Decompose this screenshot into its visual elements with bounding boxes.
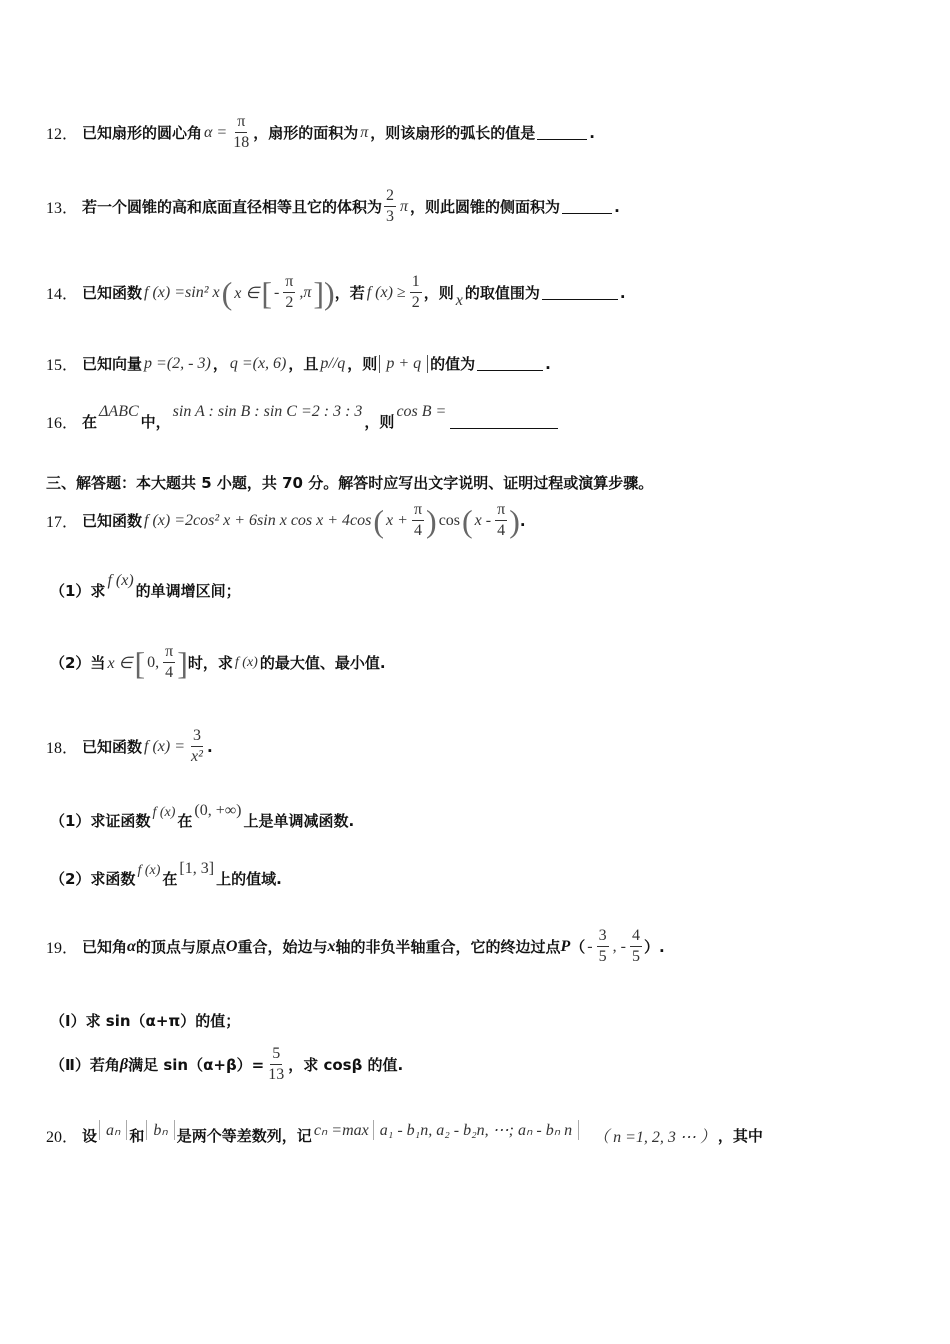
math-expr: π <box>400 197 409 215</box>
math-expr: bₙ <box>153 1121 168 1139</box>
numerator: π <box>495 500 507 521</box>
question-text: 轴的非负半轴重合，它的终边过点 <box>335 938 561 956</box>
abs-value <box>379 355 428 373</box>
question-text: ，其中 <box>717 1127 763 1145</box>
numerator: π <box>235 112 247 133</box>
numerator: 5 <box>270 1044 282 1065</box>
numerator: π <box>412 500 424 521</box>
math-expr: f (x) <box>234 654 258 670</box>
math-symbol: x <box>327 937 336 955</box>
question-text: ，则此圆锥的侧面积为 <box>410 198 561 216</box>
math-expr: p//q <box>320 354 346 372</box>
question-text: 已知向量 <box>82 355 143 373</box>
math-expr: ΔABC <box>99 402 139 420</box>
question-text: ，求 cosβ 的值. <box>288 1056 404 1074</box>
question-text: 的最大值、最小值. <box>259 654 386 672</box>
left-paren: ( <box>462 502 473 539</box>
numerator: 3 <box>191 726 203 747</box>
fraction <box>231 112 251 153</box>
section-heading <box>46 472 653 493</box>
question-number: 19． <box>46 940 79 957</box>
question-number: 18． <box>46 740 79 757</box>
question-text: ）. <box>643 938 665 956</box>
denominator: 2 <box>411 294 420 311</box>
numerator: π <box>163 642 175 663</box>
math-expr: f (x) <box>107 571 134 589</box>
part-label: （1）求证函数 <box>50 812 151 830</box>
denominator: x² <box>191 748 203 765</box>
part-label: （2）当 <box>50 654 106 672</box>
max-set <box>373 1120 579 1140</box>
math-expr: cₙ =max <box>313 1121 369 1139</box>
question-text: （ <box>570 938 586 956</box>
question-17 <box>46 500 526 541</box>
right-bracket: ] <box>177 644 188 681</box>
question-18 <box>46 726 213 767</box>
question-17-part-2 <box>50 642 386 683</box>
math-expr: f (x) <box>137 862 161 878</box>
question-text: 已知函数 <box>82 512 143 530</box>
question-text: 已知函数 <box>82 284 143 302</box>
question-text: 的顶点与原点 <box>135 938 226 956</box>
math-expr: f (x) =sin² x <box>144 283 220 301</box>
part-label: （2）求函数 <box>50 870 136 888</box>
math-expr: x - <box>474 511 492 529</box>
fraction <box>283 272 295 313</box>
question-number: 15． <box>46 357 79 374</box>
math-expr: 0, <box>147 653 160 671</box>
math-expr: f (x) = <box>144 737 186 755</box>
math-expr: （ n =1, 2, 3 ⋯ ） <box>593 1129 716 1146</box>
left-bracket: [ <box>261 274 272 311</box>
math-expr: f (x) ≥ <box>366 283 406 301</box>
denominator: 4 <box>413 522 422 539</box>
denominator: 4 <box>165 664 174 681</box>
right-paren: ) <box>509 502 520 539</box>
math-expr: x ∈ <box>234 284 260 302</box>
math-expr: x ∈ <box>107 654 133 672</box>
math-symbol: O <box>225 937 238 955</box>
question-text: ，则 <box>347 355 378 373</box>
numerator: π <box>283 272 295 293</box>
fraction <box>597 926 609 967</box>
sequence-a <box>99 1120 127 1140</box>
math-expr: x + <box>386 511 408 529</box>
question-text: 已知角 <box>82 938 128 956</box>
fraction <box>630 926 642 967</box>
question-text: 上是单调减函数. <box>243 812 355 830</box>
numerator: 1 <box>410 272 422 293</box>
question-text: 已知扇形的圆心角 <box>82 124 203 142</box>
right-brace: ) <box>324 274 335 311</box>
math-expr: , - <box>612 937 626 955</box>
right-bracket: ] <box>313 274 325 311</box>
question-19-part-2 <box>50 1044 403 1085</box>
question-text: ，扇形的面积为 <box>253 124 359 142</box>
section-title: 三、解答题：本大题共 5 小题，共 70 分。解答时应写出文字说明、证明过程或演算步骤。 <box>46 474 654 492</box>
question-20 <box>46 1121 763 1147</box>
question-number: 13． <box>46 200 79 217</box>
math-expr: p =(2, - 3) <box>144 354 211 372</box>
question-text: 中， <box>140 413 171 431</box>
question-text: 的取值围为 <box>464 284 540 302</box>
left-brace: ( <box>221 274 233 311</box>
part-label: （1）求 <box>50 582 106 600</box>
math-expr: cos <box>438 511 461 529</box>
question-text: ，且 <box>288 355 319 373</box>
fraction <box>163 642 175 683</box>
math-expr: [1, 3] <box>179 859 215 877</box>
question-text: . <box>619 283 626 302</box>
question-number: 14． <box>46 286 79 303</box>
question-text: 设 <box>82 1127 98 1145</box>
answer-blank[interactable] <box>450 414 558 429</box>
math-symbol: α <box>127 937 136 955</box>
numerator: 2 <box>384 186 396 207</box>
math-expr: α = <box>204 123 228 141</box>
question-18-part-2 <box>50 859 282 889</box>
question-text: ，则该扇形的弧长的值是 <box>370 124 536 142</box>
math-expr: f (x) =2cos² x + 6sin x cos x + 4cos <box>144 511 372 529</box>
numerator: 3 <box>597 926 609 947</box>
math-expr: aₙ <box>106 1121 121 1139</box>
fraction <box>189 726 205 767</box>
question-text: . <box>614 197 620 216</box>
math-expr: p + q <box>386 354 422 372</box>
question-17-part-1 <box>50 571 241 601</box>
fraction <box>384 186 396 227</box>
numerator: 4 <box>630 926 642 947</box>
denominator: 3 <box>386 208 395 225</box>
fraction <box>266 1044 286 1085</box>
question-text: 上的值域. <box>216 870 282 888</box>
denominator: 5 <box>598 948 607 965</box>
question-text: 是两个等差数列，记 <box>176 1127 312 1145</box>
answer-blank[interactable] <box>542 285 618 300</box>
fraction <box>410 272 422 313</box>
math-expr: x <box>455 291 463 309</box>
math-expr: ,π <box>299 283 312 301</box>
math-expr: cos B = <box>396 402 447 420</box>
sequence-b <box>146 1120 174 1140</box>
question-number: 12． <box>46 126 79 143</box>
question-text: . <box>519 511 526 530</box>
question-text: 的值为 <box>430 355 476 373</box>
math-symbol: β <box>119 1055 129 1073</box>
math-expr: f (x) <box>152 804 176 820</box>
answer-blank[interactable] <box>562 199 612 214</box>
question-text: 的单调增区间； <box>135 582 241 600</box>
question-number: 20． <box>46 1129 79 1146</box>
question-text: 在 <box>82 413 98 431</box>
math-expr: - <box>273 283 280 301</box>
question-text: （Ⅰ）求 sin（α+π）的值； <box>50 1012 241 1030</box>
question-text: 重合，始边与 <box>237 938 328 956</box>
question-text: ，则 <box>423 284 454 302</box>
question-text: ， <box>212 355 228 373</box>
question-text: . <box>206 737 213 756</box>
fraction <box>412 500 424 541</box>
denominator: 5 <box>631 948 640 965</box>
denominator: 18 <box>233 134 250 151</box>
math-expr: a₁ - b₁n, a₂ - b₂n, ⋯; aₙ - bₙ n <box>379 1121 573 1139</box>
math-symbol: P <box>560 937 571 955</box>
question-13 <box>46 186 620 227</box>
question-19-part-1 <box>50 1010 240 1031</box>
question-text: 在 <box>177 812 193 830</box>
question-12 <box>46 112 595 153</box>
math-expr: (0, +∞) <box>194 801 242 819</box>
question-19 <box>46 926 665 967</box>
denominator: 4 <box>497 522 506 539</box>
answer-blank[interactable] <box>477 356 543 371</box>
math-expr: q =(x, 6) <box>229 354 287 372</box>
question-text: 已知函数 <box>82 738 143 756</box>
question-15 <box>46 352 551 375</box>
right-paren: ) <box>426 502 437 539</box>
question-text: . <box>589 123 595 142</box>
question-16 <box>46 402 560 433</box>
question-text: 和 <box>129 1127 145 1145</box>
math-expr: π <box>360 123 369 141</box>
question-number: 17． <box>46 514 79 531</box>
question-text: 若一个圆锥的高和底面直径相等且它的体积为 <box>82 198 383 216</box>
question-number: 16． <box>46 415 79 432</box>
question-text: 满足 sin（α+β）= <box>128 1056 265 1074</box>
denominator: 13 <box>268 1066 285 1083</box>
math-expr: - <box>587 937 593 955</box>
question-text: 在 <box>162 870 178 888</box>
question-18-part-1 <box>50 801 355 831</box>
question-text: . <box>545 354 551 373</box>
question-text: 时，求 <box>187 654 233 672</box>
question-text: ，若 <box>334 284 365 302</box>
left-bracket: [ <box>134 644 146 681</box>
math-expr: sin A : sin B : sin C =2 : 3 : 3 <box>172 402 363 420</box>
part-label: （Ⅱ）若角 <box>50 1056 120 1074</box>
left-paren: ( <box>373 502 385 539</box>
answer-blank[interactable] <box>537 125 587 140</box>
fraction <box>495 500 507 541</box>
question-text: ，则 <box>364 413 395 431</box>
question-14 <box>46 272 626 313</box>
denominator: 2 <box>285 294 294 311</box>
